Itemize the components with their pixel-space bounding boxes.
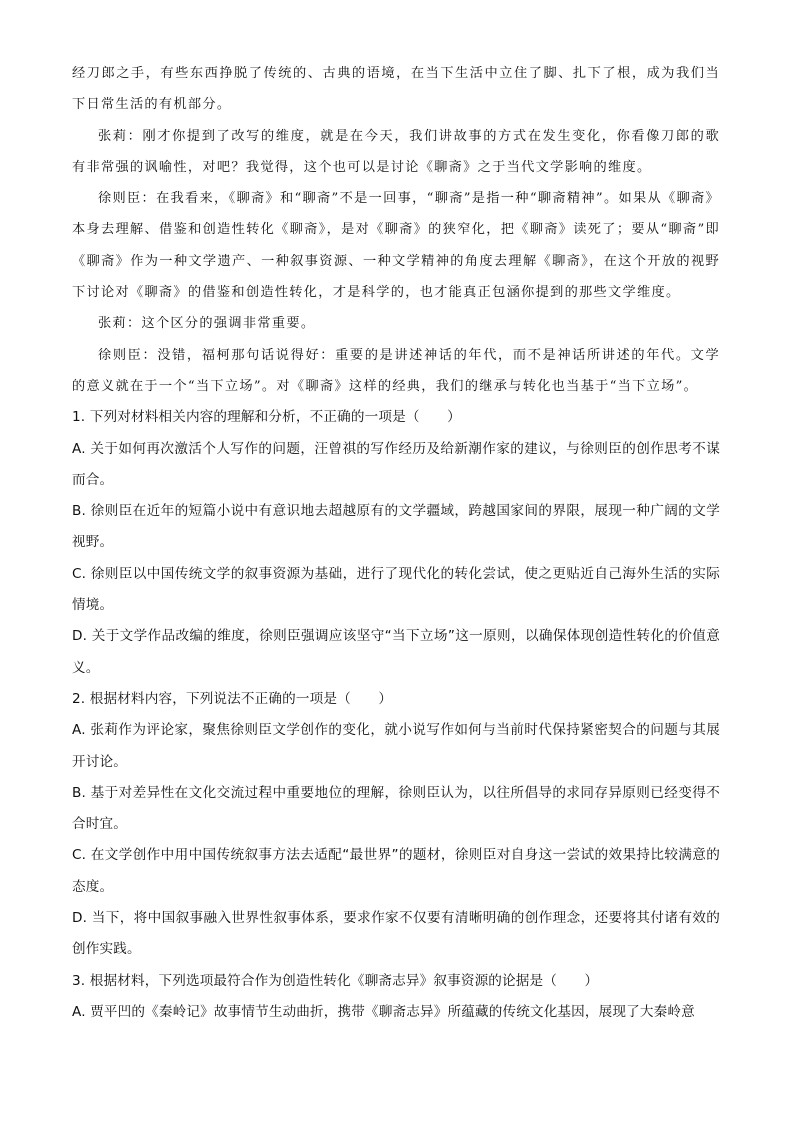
option-b: B. 徐则臣在近年的短篇小说中有意识地去超越原有的文学疆域，跨越国家间的界限，展现一种广阔的文学视野。 [72,503,720,551]
document-page [72,58,720,1028]
option-d: D. 关于文学作品改编的维度，徐则臣强调应该坚守“当下立场”这一原则，以确保体现创造性转化的价值意义。 [72,628,720,676]
option-d: D. 当下，将中国叙事融入世界性叙事体系，要求作家不仅要有清晰明确的创作理念，还要将其付诸有效的创作实践。 [72,910,720,958]
passage [72,58,720,402]
question-stem: 1. 下列对材料相关内容的理解和分析，不正确的一项是（ ） [72,409,461,426]
option-b: B. 基于对差异性在文化交流过程中重要地位的理解，徐则臣认为，以往所倡导的求同存异原则已经变得不合时宜。 [72,784,720,833]
option-a: A. 张莉作为评论家，聚焦徐则臣文学创作的变化，就小说写作如何与当前时代保持紧密契合的问题与其展开讨论。 [72,722,720,770]
passage-paragraph: 经刀郎之手，有些东西挣脱了传统的、古典的语境，在当下生活中立住了脚、扎下了根，成为我们当下日常生活的有机部分。 [72,66,720,113]
question-stem: 2. 根据材料内容，下列说法不正确的一项是（ ） [72,690,393,707]
option-a: A. 贾平凹的《秦岭记》故事情节生动曲折，携带《聊斋志异》所蕴藏的传统文化基因，展现了大秦岭意 [72,1003,695,1020]
option-a: A. 关于如何再次激活个人写作的问题，汪曾祺的写作经历及给新潮作家的建议，与徐则臣的创作思考不谋而合。 [72,440,720,488]
question-1 [72,402,720,684]
option-c: C. 徐则臣以中国传统文学的叙事资源为基础，进行了现代化的转化尝试，使之更贴近自己海外生活的实际情境。 [72,565,720,614]
passage-paragraph: 徐则臣：没错，福柯那句话说得好：重要的是讲述神话的年代，而不是神话所讲述的年代。文学的意义就在于一个“当下立场”。对《聊斋》这样的经典，我们的继承与转化也当基于“当下立场”。 [72,347,720,394]
passage-paragraph: 张莉：这个区分的强调非常重要。 [98,316,316,332]
question-stem: 3. 根据材料，下列选项最符合作为创造性转化《聊斋志异》叙事资源的论据是（ ） [72,972,599,989]
question-3 [72,966,720,1029]
option-c: C. 在文学创作中用中国传统叙事方法去适配“最世界”的题材，徐则臣对自身这一尝试的效果持比较满意的态度。 [72,847,720,895]
question-2 [72,684,720,966]
passage-paragraph: 徐则臣：在我看来，《聊斋》和“聊斋”不是一回事，“聊斋”是指一种“聊斋精神”。如果从《聊斋》本身去理解、借鉴和创造性转化《聊斋》，是对《聊斋》的狭窄化，把《聊斋》读死了；要从“聊斋”即《聊斋》作为一种文学遗产、一种叙事资源、一种文学精神的角度去理解《聊斋》，在这个开放的视野下讨论对《聊斋》的借鉴和创造性转化，才是科学的，也才能真正包涵你提到的那些文学维度。 [72,191,720,301]
question-list [72,402,720,1028]
passage-paragraph: 张莉：刚才你提到了改写的维度，就是在今天，我们讲故事的方式在发生变化，你看像刀郎的歌有非常强的讽喻性，对吧？我觉得，这个也可以是讨论《聊斋》之于当代文学影响的维度。 [72,128,720,175]
